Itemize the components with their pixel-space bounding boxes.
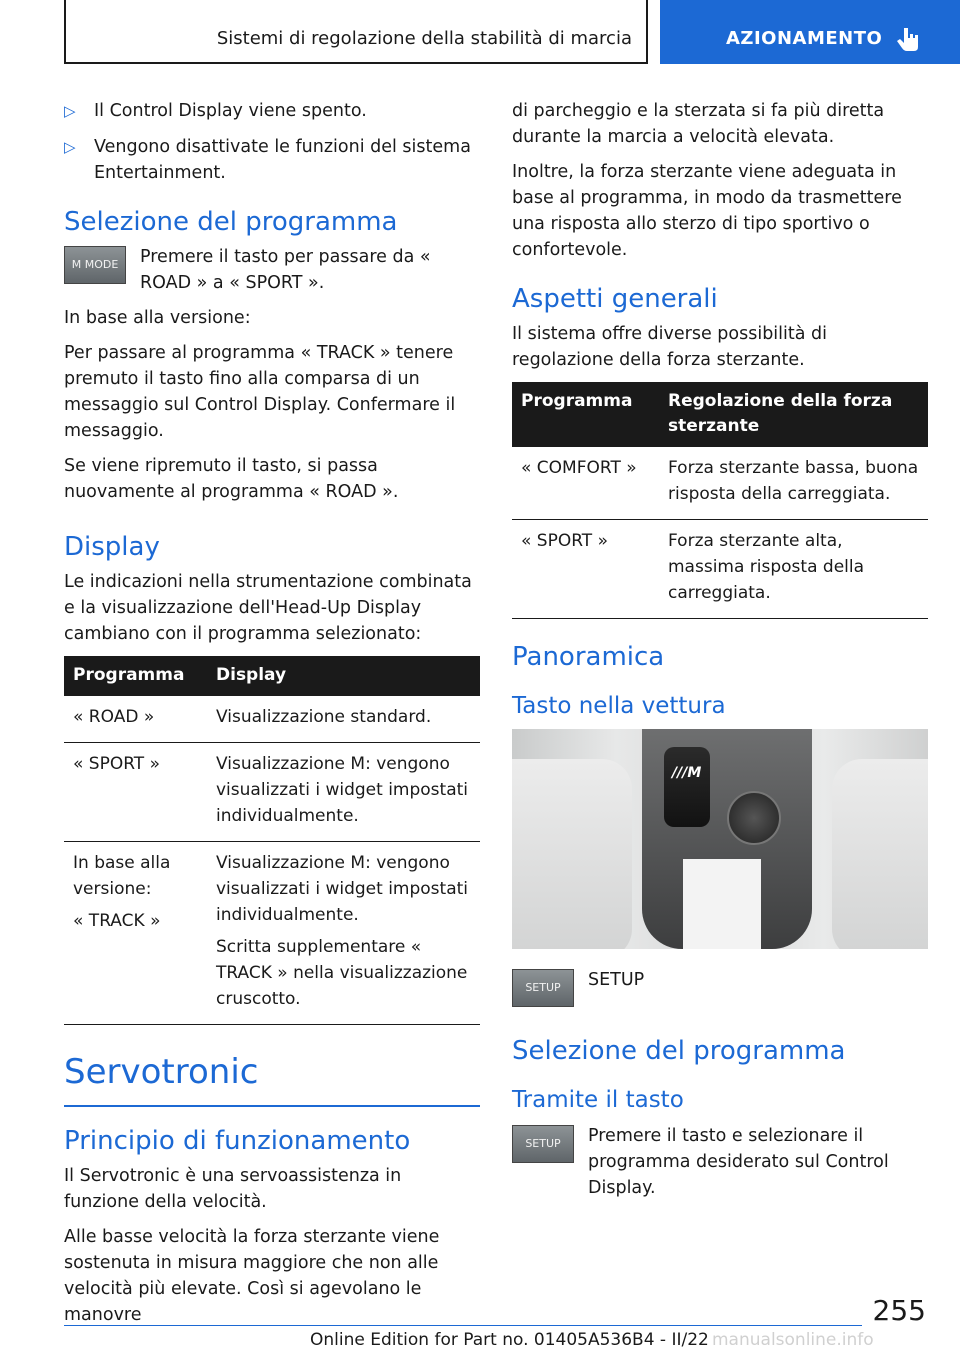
setup-instruction-text: Premere il tasto e selezionare il programma desiderato sul Control Display. <box>588 1126 889 1198</box>
hand-pointer-icon <box>896 26 922 52</box>
mmode-instruction <box>64 244 480 296</box>
track-instruction: Per passare al programma « TRACK » tenere premuto il tasto fino alla comparsa di un messaggio sul Control Display. Confermare il messaggio. <box>64 343 456 441</box>
section-title: Sistemi di regolazione della stabilità di marcia <box>216 28 632 49</box>
heading-principio: Principio di funzionamento <box>64 1126 411 1156</box>
table-cell: Forza sterzante alta, massima risposta della carreggiata. <box>659 520 928 619</box>
heading-selezione-programma-2: Selezione del programma <box>512 1036 846 1066</box>
table-cell: Visualizzazione standard. <box>207 696 480 743</box>
cell-line: « TRACK » <box>73 911 161 931</box>
heading-display: Display <box>64 532 160 562</box>
m-logo-icon: ///M <box>672 765 702 781</box>
bullet-item <box>64 134 480 186</box>
road-return-note: Se viene ripremuto il tasto, si passa nuovamente al programma « ROAD ». <box>64 456 399 502</box>
m-mode-key-icon: M MODE <box>64 246 126 284</box>
table-row <box>64 696 480 743</box>
heading-tramite-tasto: Tramite il tasto <box>512 1087 684 1113</box>
bullet-text: Il Control Display viene spento. <box>94 101 367 121</box>
heading-aspetti-generali: Aspetti generali <box>512 284 718 314</box>
adjust-paragraph: Inoltre, la forza sterzante viene adeguata in base al programma, in modo da trasmettere una risposta allo sterzo di tipo sportivo o confortevole. <box>512 162 902 260</box>
table-row <box>64 842 480 1025</box>
table-row <box>512 447 928 520</box>
steering-force-table <box>512 382 928 619</box>
seat-right <box>832 759 928 949</box>
touch-pad <box>683 859 761 949</box>
cell-line: In base alla versione: <box>73 853 171 899</box>
display-intro: Le indicazioni nella strumentazione combinata e la visualizzazione dell'Head-Up Display cambiano con il programma selezionato: <box>64 572 472 644</box>
continued-paragraph: di parcheggio e la sterzata si fa più diretta durante la marcia a velocità elevata. <box>512 101 885 147</box>
heading-selezione-programma: Selezione del programma <box>64 207 398 237</box>
triangle-bullet-icon: ▷ <box>64 138 76 156</box>
aspetti-text: Il sistema offre diverse possibilità di regolazione della forza sterzante. <box>512 324 828 370</box>
table-header: Programma <box>64 656 207 696</box>
watermark-link[interactable]: manualsonline.info <box>712 1330 874 1350</box>
footer-rule <box>64 1325 862 1326</box>
table-cell: « COMFORT » <box>512 447 659 520</box>
triangle-bullet-icon: ▷ <box>64 102 76 120</box>
table-cell: « ROAD » <box>64 696 207 743</box>
principio-paragraph-1: Il Servotronic è una servoassistenza in funzione della velocità. <box>64 1166 402 1212</box>
center-console-photo <box>512 729 928 949</box>
table-cell: Visualizzazione M: vengono visualizzati i widget impostati individualmente. <box>207 743 480 842</box>
bullet-text: Vengono disattivate le funzioni del sistema Entertainment. <box>94 137 471 183</box>
heading-panoramica: Panoramica <box>512 642 665 672</box>
cell-line: Visualizzazione M: vengono visualizzati i widget impostati individualmente. <box>216 853 469 925</box>
principio-paragraph-2: Alle basse velocità la forza sterzante viene sostenuta in misura maggiore che non alle velocità più elevate. Così si agevolano le manovre <box>64 1227 440 1325</box>
table-cell: « SPORT » <box>512 520 659 619</box>
gear-lever <box>664 747 710 827</box>
table-header: Programma <box>512 382 659 447</box>
table-cell <box>207 842 480 1025</box>
version-note: In base alla versione: <box>64 308 251 328</box>
heading-tasto-vettura: Tasto nella vettura <box>512 693 726 719</box>
seat-left <box>512 759 632 949</box>
setup-label: SETUP <box>588 970 645 990</box>
right-column <box>512 98 928 1210</box>
mmode-text: Premere il tasto per passare da « ROAD » a « SPORT ». <box>140 247 431 293</box>
heading-servotronic: Servotronic <box>64 1051 480 1107</box>
edition-note: Online Edition for Part no. 01405A536B4 - II/22 <box>310 1330 709 1350</box>
setup-key-icon: SETUP <box>512 969 574 1007</box>
chapter-tab <box>660 0 960 64</box>
table-row <box>512 520 928 619</box>
controller-knob <box>727 791 781 845</box>
table-cell: « SPORT » <box>64 743 207 842</box>
cell-line: Scritta supplementare « TRACK » nella visualizzazione cruscotto. <box>216 937 468 1009</box>
table-header: Regolazione della forza sterzante <box>659 382 928 447</box>
page-number: 255 <box>872 1294 926 1327</box>
setup-key-icon: SETUP <box>512 1125 574 1163</box>
bullet-item <box>64 98 480 124</box>
table-cell <box>64 842 207 1025</box>
setup-instruction <box>512 1123 928 1201</box>
table-cell: Forza sterzante bassa, buona risposta della carreggiata. <box>659 447 928 520</box>
left-column <box>64 98 480 1337</box>
table-row <box>64 743 480 842</box>
chapter-title: AZIONAMENTO <box>726 28 883 49</box>
table-header: Display <box>207 656 480 696</box>
display-table <box>64 656 480 1025</box>
setup-key-legend <box>512 967 928 1015</box>
running-header <box>64 0 648 64</box>
